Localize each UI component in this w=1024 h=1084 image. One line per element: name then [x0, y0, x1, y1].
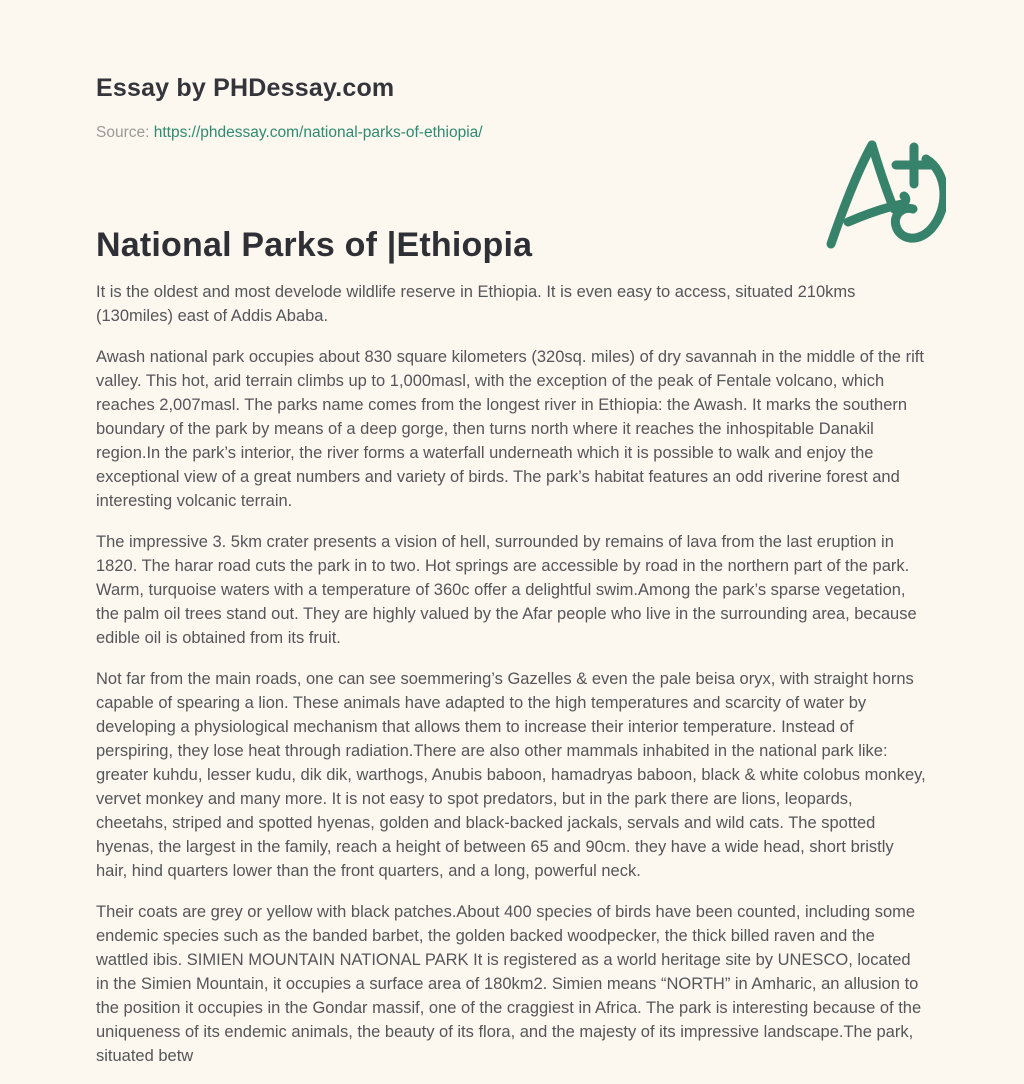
source-label: Source:	[96, 124, 150, 141]
essay-paragraph: Not far from the main roads, one can see soemmering’s Gazelles & even the pale beisa oryx, with straight horns capable of spearing a lion. These animals have adapted to the high temperatures and scarcity of water by developing a physiological mechanism that allows them to increase their interior temperature. Instead of perspiring, they lose heat through radiation.There are also other mammals inhabited in the national park like: greater kuhdu, lesser kudu, dik dik, warthogs, Anubis baboon, hamadryas baboon, black & white colobus monkey, vervet monkey and many more. It is not easy to spot predators, but in the park there are lions, leopards, cheetahs, striped and spotted hyenas, golden and black-backed jackals, servals and wild cats. The spotted hyenas, the largest in the family, reach a height of between 65 and 90cm. they have a wide head, short bristly hair, hind quarters lower than the front quarters, and a long, powerful neck.	[96, 670, 926, 880]
essay-paragraph: Their coats are grey or yellow with black patches.About 400 species of birds have been counted, including some endemic species such as the banded barbet, the golden backed woodpecker, the thick billed raven and the wattled ibis. SIMIEN MOUNTAIN NATIONAL PARK It is registered as a world heritage site by UNESCO, located in the Simien Mountain, it occupies a surface area of 180km2. Simien means “NORTH” in Amharic, an allusion to the position it occupies in the Gondar massif, one of the craggiest in Africa. The park is interesting because of the uniqueness of its endemic animals, the beauty of its flora, and the majesty of its impressive landscape.The park, situated betw	[96, 903, 922, 1065]
essay-title: National Parks of |Ethiopia	[96, 226, 533, 264]
essay-paragraph: It is the oldest and most develode wildlife reserve in Ethiopia. It is even easy to access, situated 210kms (130miles) east of Addis Ababa.	[96, 283, 856, 325]
essay-page	[0, 74, 1024, 1084]
source-row	[96, 124, 928, 142]
essay-body	[96, 280, 928, 1068]
essay-paragraph: Awash national park occupies about 830 square kilometers (320sq. miles) of dry savannah in the middle of the rift valley. This hot, arid terrain climbs up to 1,000masl, with the exception of the peak of Fentale volcano, which reaches 2,007masl. The parks name comes from the longest river in Ethiopia: the Awash. It marks the southern boundary of the park by means of a deep gorge, then turns north where it reaches the inhospitable Danakil region.In the park’s interior, the river forms a waterfall underneath which it is possible to walk and enjoy the exceptional view of a great numbers and variety of birds. The park’s habitat features an odd riverine forest and interesting volcanic terrain.	[96, 348, 924, 510]
source-link[interactable]: https://phdessay.com/national-parks-of-ethiopia/	[153, 124, 483, 141]
page-header-title: Essay by PHDessay.com	[96, 74, 395, 102]
phdessay-a-plus-logo-icon	[814, 132, 946, 250]
essay-paragraph: The impressive 3. 5km crater presents a vision of hell, surrounded by remains of lava from the last eruption in 1820. The harar road cuts the park in to two. Hot springs are accessible by road in the northern part of the park. Warm, turquoise waters with a temperature of 360c offer a delightful swim.Among the park’s sparse vegetation, the palm oil trees stand out. They are highly valued by the Afar people who live in the surrounding area, because edible oil is obtained from its fruit.	[96, 533, 917, 647]
